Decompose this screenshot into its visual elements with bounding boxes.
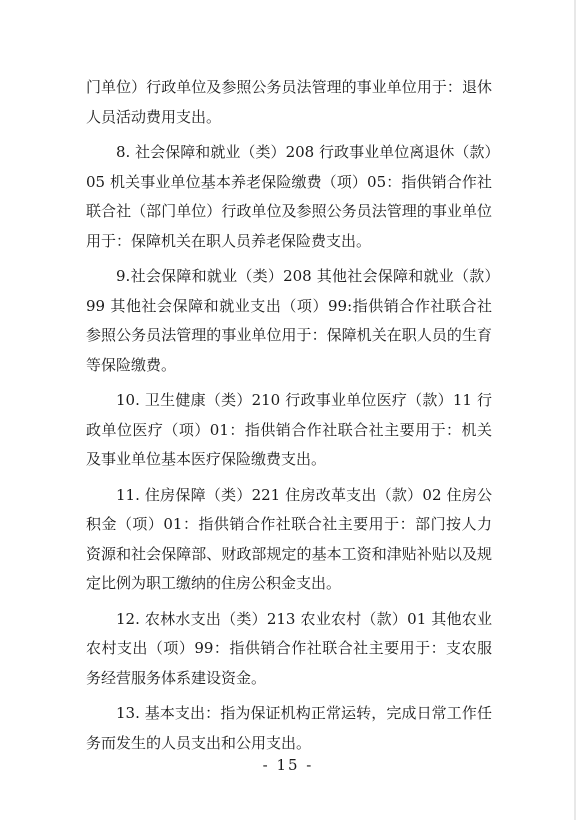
paragraph-continuation: 门单位）行政单位及参照公务员法管理的事业单位用于：退休人员活动费用支出。 (86, 78, 492, 126)
paragraph-item-11: 11. 住房保障（类）221 住房改革支出（款）02 住房公积金（项）01：指供销合作社联合社主要用于：部门按人力资源和社会保障部、财政部规定的基本工资和津贴补贴以及规定比例为职工缴纳的住房公积金支出。 (86, 485, 492, 592)
document-body (86, 73, 492, 764)
paragraph-item-10: 10. 卫生健康（类）210 行政事业单位医疗（款）11 行政单位医疗（项）01：指供销合作社联合社主要用于：机关及事业单位基本医疗保险缴费支出。 (86, 391, 492, 468)
page-number: - 15 - (262, 756, 314, 774)
paragraph-item-13: 13. 基本支出：指为保证机构正常运转，完成日常工作任务而发生的人员支出和公用支出。 (86, 704, 492, 752)
paragraph-item-9: 9.社会保障和就业（类）208 其他社会保障和就业（款）99 其他社会保障和就业支出（项）99:指供销合作社联合社参照公务员法管理的事业单位用于：保障机关在职人员的生育等保险缴费。 (86, 267, 492, 374)
paragraph-item-8: 8. 社会保障和就业（类）208 行政事业单位离退休（款）05 机关事业单位基本养老保险缴费（项）05：指供销合作社联合社（部门单位）行政单位及参照公务员法管理的事业单位用于：保障机关在职人员养老保险费支出。 (86, 143, 492, 250)
paragraph-item-12: 12. 农林水支出（类）213 农业农村（款）01 其他农业农村支出（项）99：指供销合作社联合社主要用于：支农服务经营服务体系建设资金。 (86, 609, 492, 687)
